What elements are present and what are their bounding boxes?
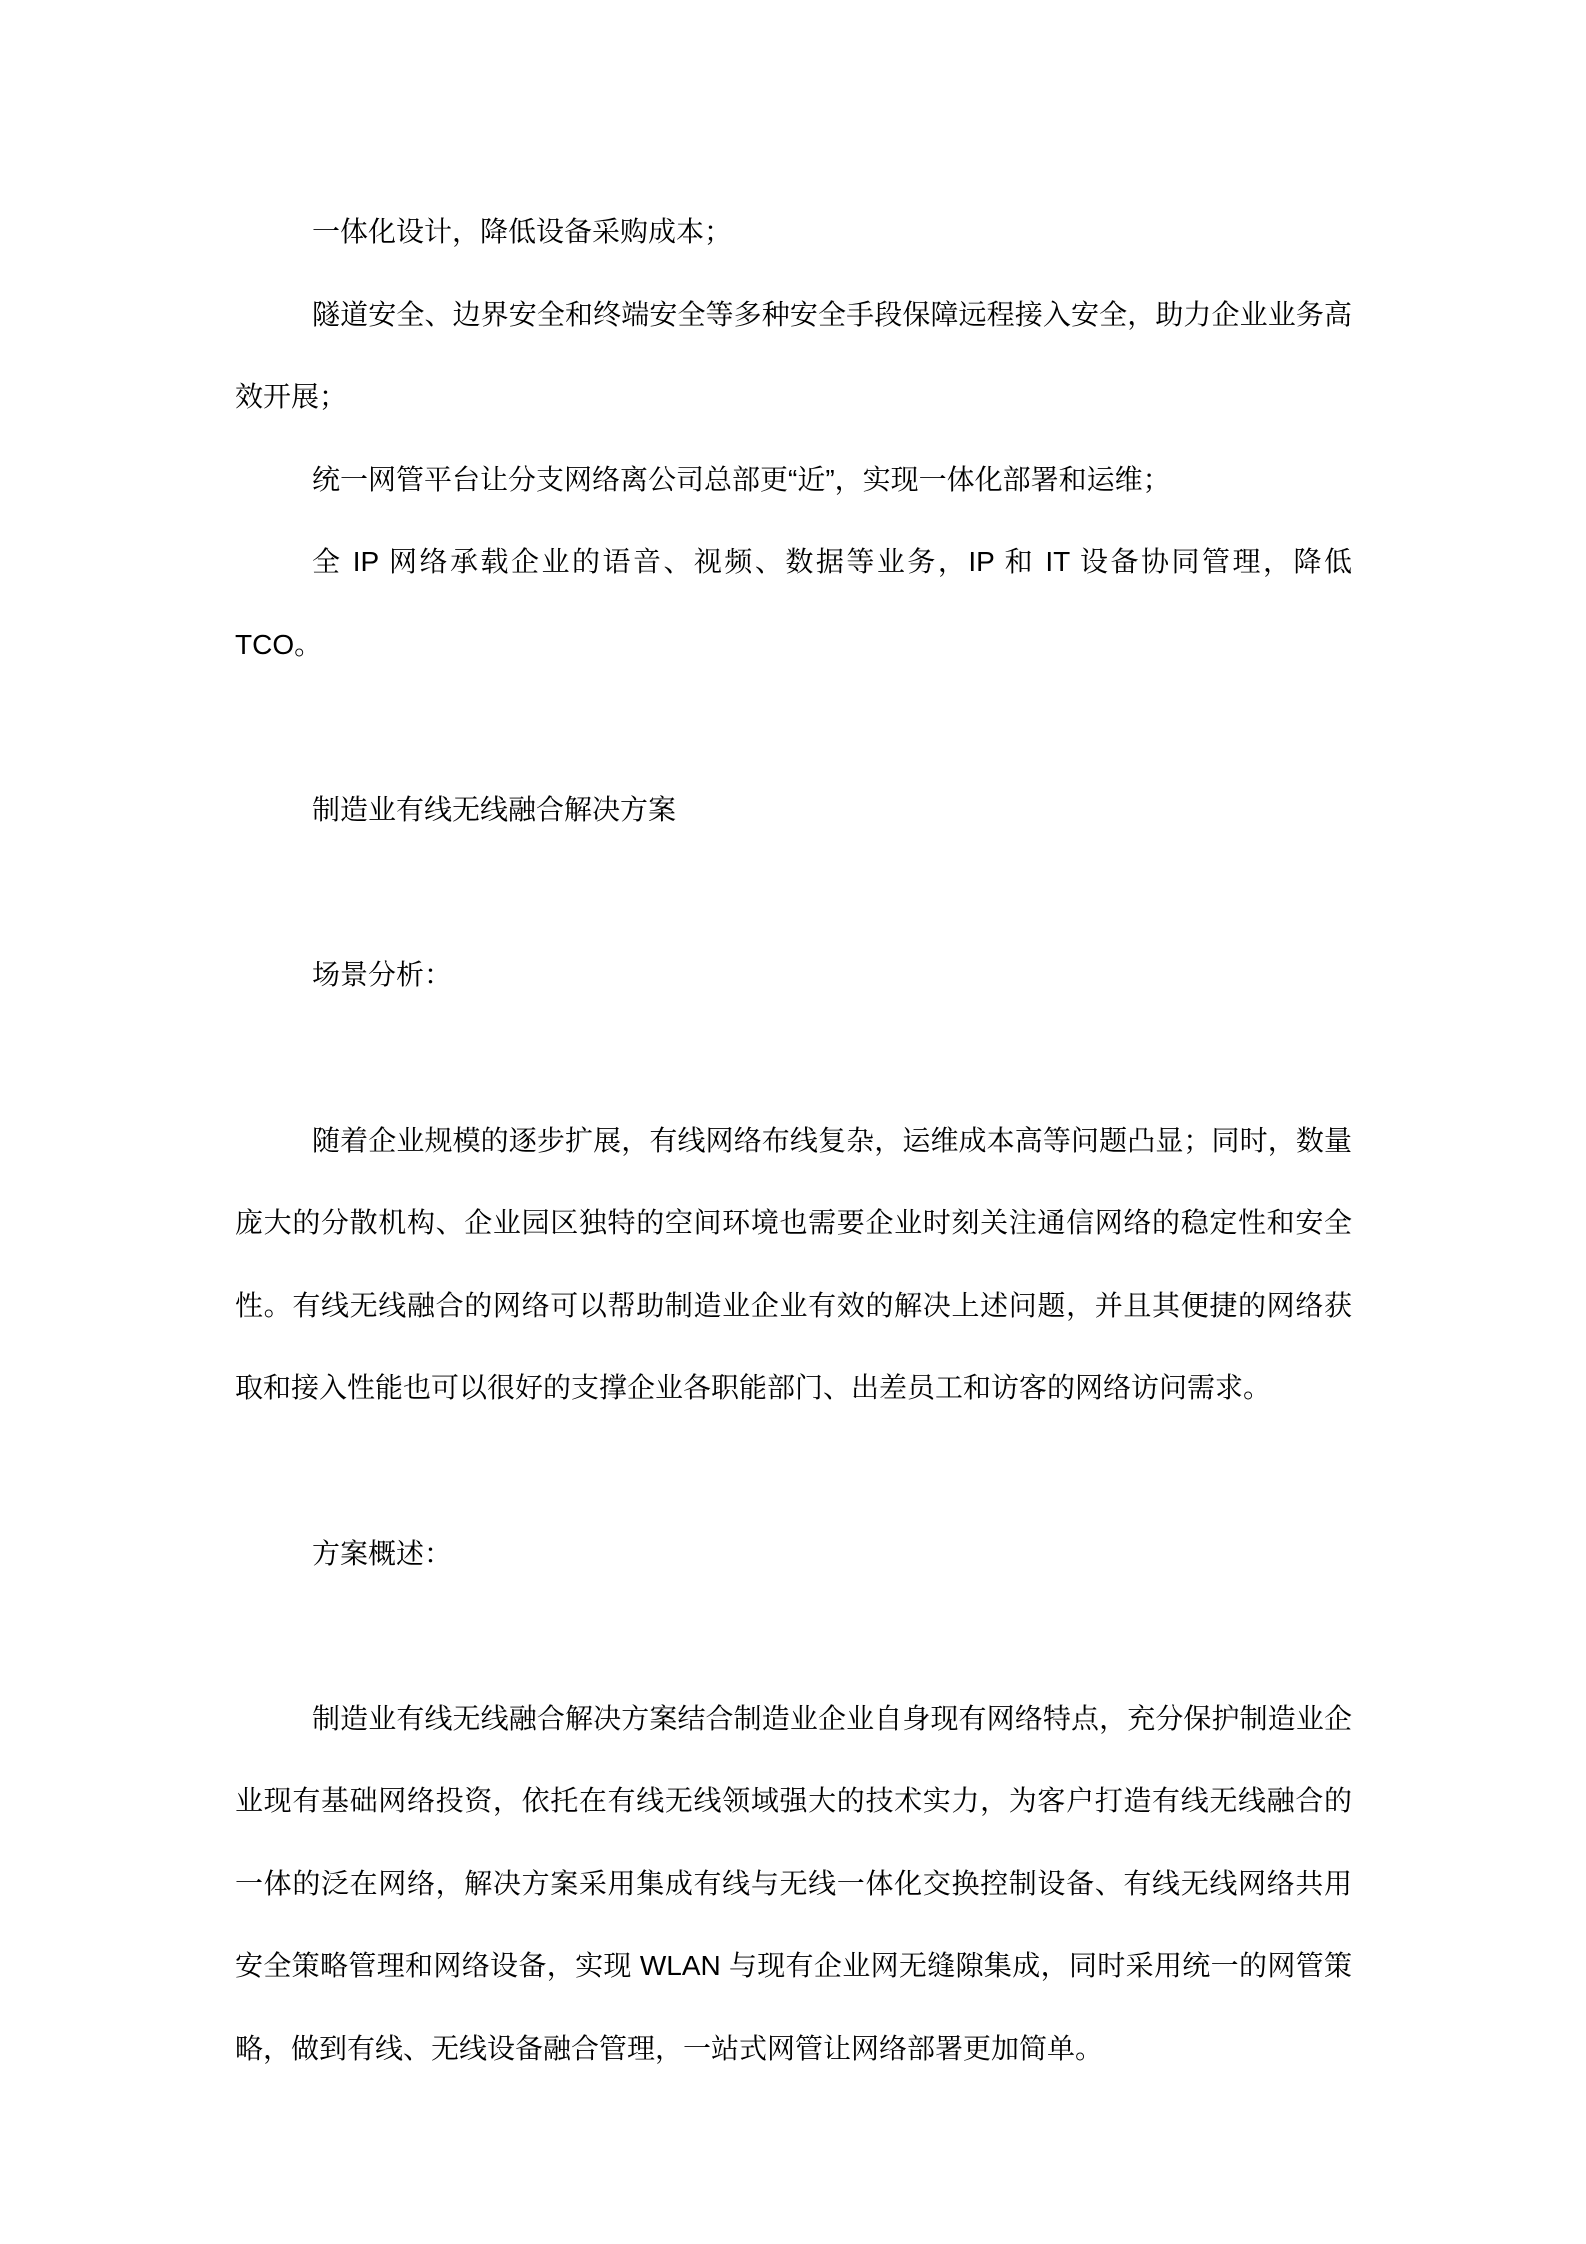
- paragraph-unified-network-management: 统一网管平台让分支网络离公司总部更“近”，实现一体化部署和运维；: [312, 463, 1171, 495]
- paragraph-scenario-analysis-body: 随着企业规模的逐步扩展，有线网络布线复杂，运维成本高等问题凸显；同时，数量庞大的分散机构、企业园区独特的空间环境也需要企业时刻关注通信网络的稳定性和安全性。有线无线融合的网络可以帮助制造业企业有效的解决上述问题，并且其便捷的网络获取和接入性能也可以很好的支撑企业各职能部门、出差员工和访客的网络访问需求。: [235, 1124, 1352, 1404]
- section-title-manufacturing-solution: 制造业有线无线融合解决方案: [312, 794, 677, 826]
- paragraph-solution-overview-body: 制造业有线无线融合解决方案结合制造业企业自身现有网络特点，充分保护制造业企业现有基础网络投资，依托在有线无线领域强大的技术实力，为客户打造有线无线融合的一体的泛在网络，解决方案采用集成有线与无线一体化交换控制设备、有线无线网络共用安全策略管理和网络设备，实现 WLAN 与现有企业网无缝隙集成，同时采用统一的网管策略，做到有线、无线设备融合管理，一站式网管让网络部署更加简单。: [235, 1702, 1352, 2065]
- paragraph-security-measures: 隧道安全、边界安全和终端安全等多种安全手段保障远程接入安全，助力企业业务高效开展；: [235, 298, 1352, 413]
- paragraph-integrated-design: 一体化设计，降低设备采购成本；: [312, 216, 733, 247]
- label-scenario-analysis: 场景分析：: [312, 959, 453, 991]
- paragraph-all-ip-network: 全 IP 网络承载企业的语音、视频、数据等业务，IP 和 IT 设备协同管理，降低 TCO。: [235, 546, 1352, 660]
- label-solution-overview: 方案概述：: [312, 1537, 453, 1569]
